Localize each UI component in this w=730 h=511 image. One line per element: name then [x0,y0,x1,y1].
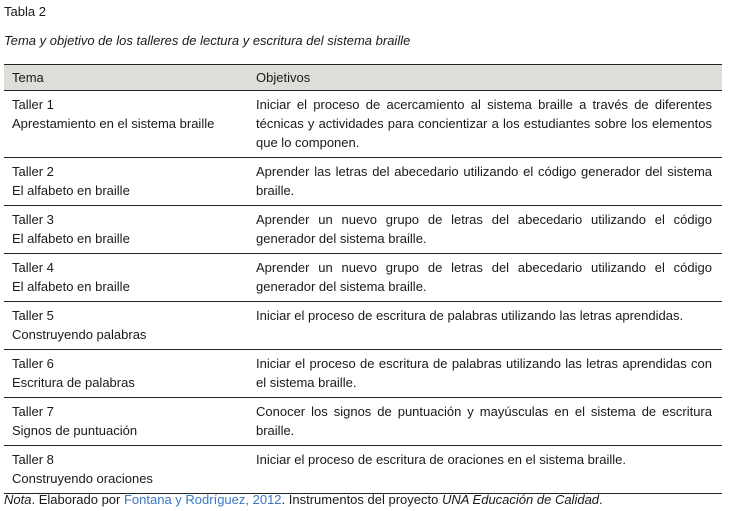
tema-cell [4,158,248,206]
taller-tema: El alfabeto en braille [12,279,130,294]
taller-tema: Construyendo oraciones [12,471,153,486]
taller-number: Taller 3 [12,212,54,227]
table-row [4,206,722,254]
citation-link[interactable]: Fontana y Rodríguez, 2012 [123,492,282,507]
taller-tema: Escritura de palabras [12,375,135,390]
tema-cell [4,254,248,302]
objetivo-cell: Aprender un nuevo grupo de letras del abecedario utilizando el código generador del sistema braille. [248,206,722,254]
objetivo-cell: Iniciar el proceso de acercamiento al sistema braille a través de diferentes técnicas y actividades para concientizar a los estudiantes sobre los elementos que lo componen. [248,91,722,158]
note-text-before: . Elaborado por [31,492,124,507]
taller-number: Taller 8 [12,452,54,467]
table-row [4,446,722,494]
note-text-end: . [599,492,603,507]
taller-tema: El alfabeto en braille [12,183,130,198]
header-tema: Tema [4,65,248,91]
table-row [4,158,722,206]
project-name: UNA Educación de Calidad [441,492,600,507]
note-text-middle: . Instrumentos del proyecto [281,492,442,507]
table-row [4,302,722,350]
taller-number: Taller 2 [12,164,54,179]
objetivo-cell: Iniciar el proceso de escritura de palabras utilizando las letras aprendidas. [248,302,722,350]
taller-tema: Aprestamiento en el sistema braille [12,116,215,131]
table-row [4,91,722,158]
objetivo-cell: Iniciar el proceso de escritura de palabras utilizando las letras aprendidas con el sistema braille. [248,350,722,398]
taller-number: Taller 1 [12,97,54,112]
taller-number: Taller 5 [12,308,54,323]
table-row [4,254,722,302]
tema-cell [4,446,248,494]
table-row [4,350,722,398]
taller-tema: Signos de puntuación [12,423,138,438]
tema-cell [4,302,248,350]
tema-cell [4,350,248,398]
tema-cell [4,398,248,446]
taller-number: Taller 7 [12,404,54,419]
table-header-row [4,65,722,91]
objetivo-cell: Iniciar el proceso de escritura de oraciones en el sistema braille. [248,446,722,494]
taller-tema: Construyendo palabras [12,327,147,342]
table-row [4,398,722,446]
note-label: Nota [4,492,32,507]
objetivo-cell: Conocer los signos de puntuación y mayúsculas en el sistema de escritura braille. [248,398,722,446]
taller-number: Taller 6 [12,356,54,371]
talleres-table [4,64,722,494]
objetivo-cell: Aprender las letras del abecedario utilizando el código generador del sistema braille. [248,158,722,206]
header-objetivos: Objetivos [248,65,722,91]
table-note [4,492,603,507]
objetivo-cell: Aprender un nuevo grupo de letras del abecedario utilizando el código generador del sistema braille. [248,254,722,302]
table-caption: Tema y objetivo de los talleres de lectura y escritura del sistema braille [4,33,411,48]
taller-number: Taller 4 [12,260,54,275]
taller-tema: El alfabeto en braille [12,231,130,246]
table-label: Tabla 2 [4,4,46,19]
tema-cell [4,91,248,158]
tema-cell [4,206,248,254]
